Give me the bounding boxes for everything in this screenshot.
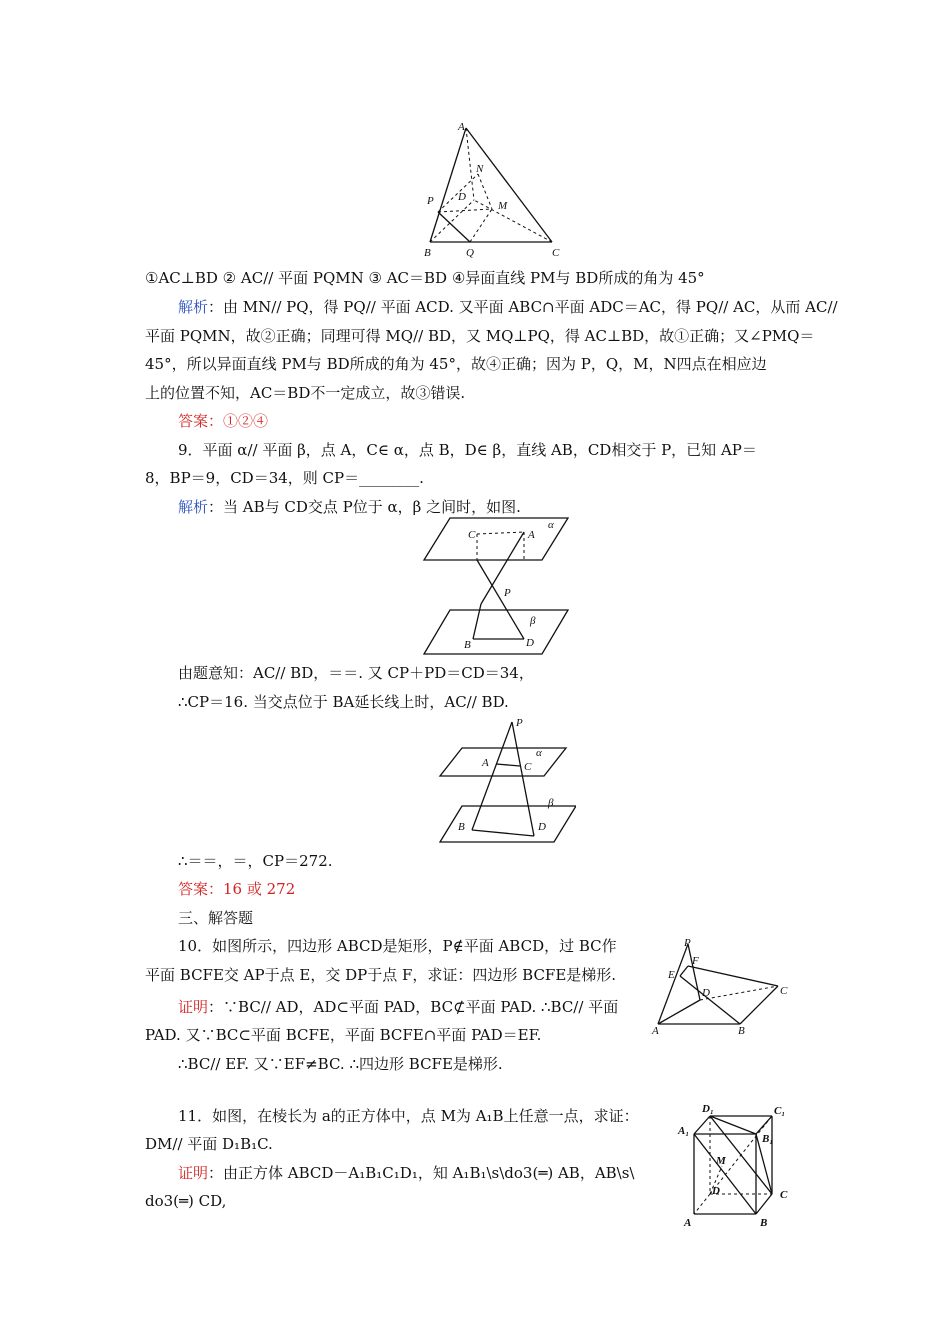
label-A: A xyxy=(528,529,535,541)
analysis-label: 解析 xyxy=(178,498,209,516)
label-D: D xyxy=(458,191,466,203)
analysis-line xyxy=(178,297,838,317)
label-D: D xyxy=(702,987,710,999)
q9-line-2: 8，BP＝9，CD＝34，则 CP＝________. xyxy=(145,469,424,487)
answer-text: ：①②④ xyxy=(208,412,269,430)
answer-line-9 xyxy=(178,879,295,899)
line-18: PAD. 又∵BC⊂平面 BCFE，平面 BCFE∩平面 PAD＝EF. xyxy=(145,1026,542,1044)
q11-line-1: 11．如图，在棱长为 a的正方体中，点 M为 A₁B上任意一点，求证： xyxy=(178,1107,639,1125)
label-N: N xyxy=(476,163,484,175)
label-A: A xyxy=(684,1217,692,1229)
label-C: C xyxy=(780,985,788,997)
label-M: M xyxy=(716,1155,726,1167)
section-heading: 三、解答题 xyxy=(178,909,254,927)
answer-label: 答案 xyxy=(178,412,209,430)
q10-line-2: 平面 BCFE交 AP于点 E，交 DP于点 F，求证：四边形 BCFE是梯形. xyxy=(145,966,617,984)
proof-label: 证明 xyxy=(178,998,209,1016)
planes-figure-1 xyxy=(420,514,570,660)
label-M: M xyxy=(498,200,508,212)
label-beta: β xyxy=(530,615,536,627)
label-alpha: α xyxy=(536,747,542,759)
line-5: 上的位置不知，AC＝BD不一定成立，故③错误. xyxy=(145,384,466,402)
line-11: ∴CP＝16. 当交点位于 BA延长线上时，AC// BD. xyxy=(178,693,509,711)
q10-line-1: 10．如图所示，四边形 ABCD是矩形，P∉平面 ABCD，过 BC作 xyxy=(178,937,617,955)
line-4: 45°，所以异面直线 PM与 BD所成的角为 45°，故④正确；因为 P，Q，M，N四点在相应边 xyxy=(145,355,767,373)
label-A1: A₁ xyxy=(678,1125,690,1137)
label-B: B xyxy=(760,1217,768,1229)
line-12: ∴＝＝，＝，CP＝272. xyxy=(178,852,333,870)
label-A: A xyxy=(482,757,489,769)
label-B: B xyxy=(464,639,471,651)
proof-text: ：由正方体 ABCD－A₁B₁C₁D₁，知 A₁B₁\s\do3(═) AB，AB\s\ xyxy=(208,1164,635,1182)
label-D: D xyxy=(712,1185,720,1197)
label-P: P xyxy=(504,587,511,599)
cube-figure xyxy=(676,1102,800,1234)
proof-text: ：∵BC// AD，AD⊂平面 PAD，BC⊄平面 PAD. ∴BC// 平面 xyxy=(208,998,619,1016)
planes-figure-2 xyxy=(436,716,576,846)
label-C: C xyxy=(780,1189,788,1201)
tetrahedron-figure xyxy=(418,118,568,266)
line-23: do3(═) CD, xyxy=(145,1192,227,1210)
line-19: ∴BC// EF. 又∵EF≠BC. ∴四边形 BCFE是梯形. xyxy=(178,1055,503,1073)
q11-line-2: DM// 平面 D₁B₁C. xyxy=(145,1135,273,1153)
rectangle-figure xyxy=(648,936,818,1040)
label-alpha: α xyxy=(548,519,554,531)
label-C: C xyxy=(468,529,476,541)
label-A: A xyxy=(458,121,465,133)
label-D: D xyxy=(538,821,546,833)
label-B: B xyxy=(738,1025,745,1037)
label-beta: β xyxy=(548,797,554,809)
analysis-label: 解析 xyxy=(178,298,209,316)
label-B: B xyxy=(424,247,431,259)
label-B: B xyxy=(458,821,465,833)
line-3: 平面 PQMN，故②正确；同理可得 MQ// BD，又 MQ⊥PQ，得 AC⊥BD，故①正确；又∠PMQ＝ xyxy=(145,327,815,345)
line-10: 由题意知：AC// BD，＝＝. 又 CP＋PD＝CD＝34， xyxy=(178,664,534,682)
q9-line-1: 9．平面 α// 平面 β，点 A，C∈ α，点 B，D∈ β，直线 AB，CD相交于 P，已知 AP＝ xyxy=(178,441,757,459)
line-1: ①AC⊥BD ② AC// 平面 PQMN ③ AC＝BD ④异面直线 PM与 BD所成的角为 45° xyxy=(145,269,705,287)
answer-label: 答案 xyxy=(178,880,209,898)
proof-label: 证明 xyxy=(178,1164,209,1182)
answer-line xyxy=(178,411,268,431)
label-B1: B₁ xyxy=(762,1133,774,1145)
proof-line-11 xyxy=(178,1163,634,1183)
label-C1: C₁ xyxy=(774,1105,786,1117)
label-F: F xyxy=(692,955,699,967)
label-E: E xyxy=(668,969,675,981)
analysis-text: ：当 AB与 CD交点 P位于 α，β 之间时，如图. xyxy=(208,498,521,516)
label-Q: Q xyxy=(466,247,474,259)
label-D: D xyxy=(526,637,534,649)
answer-text: ：16 或 272 xyxy=(208,880,296,898)
analysis-text: ：由 MN// PQ，得 PQ// 平面 ACD. 又平面 ABC∩平面 ADC＝AC，得 PQ// AC，从而 AC// xyxy=(208,298,838,316)
label-P: P xyxy=(427,195,434,207)
proof-line-10 xyxy=(178,997,618,1017)
label-P: P xyxy=(684,937,691,949)
label-C: C xyxy=(524,761,532,773)
label-P: P xyxy=(516,717,523,729)
label-D1: D₁ xyxy=(702,1103,714,1115)
label-C: C xyxy=(552,247,560,259)
label-A: A xyxy=(652,1025,659,1037)
